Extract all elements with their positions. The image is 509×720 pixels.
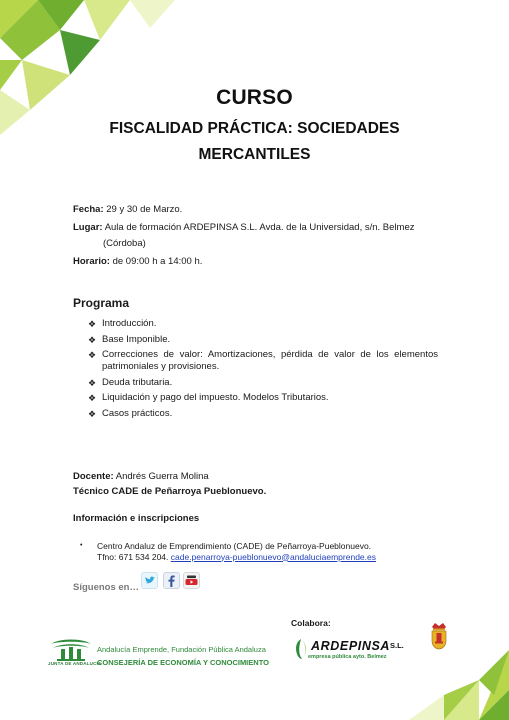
consejeria-text: CONSEJERÍA DE ECONOMÍA Y CONOCIMIENTO — [97, 658, 269, 667]
program-item-text: Liquidación y pago del impuesto. Modelos Tributarios. — [102, 392, 329, 403]
program-item — [88, 334, 438, 346]
program-item-text: Introducción. — [102, 318, 157, 329]
fecha-row — [73, 202, 437, 218]
programa-heading: Programa — [73, 296, 130, 310]
course-label: CURSO — [216, 86, 293, 109]
ardepinsa-tagline: empresa pública ayto. Belmez — [308, 654, 387, 660]
lugar-row — [73, 220, 437, 236]
diamond-bullet-icon: ❖ — [88, 377, 97, 388]
corner-leaf-decoration-bottom — [389, 650, 509, 720]
program-item — [88, 318, 438, 330]
colabora-label: Colabora: — [291, 618, 331, 628]
program-item-text: Correcciones de valor: Amortizaciones, pérdida de valor de los elementos patrimoniales y provisiones. — [102, 349, 438, 372]
docente-role: Técnico CADE de Peñarroya Pueblonuevo. — [73, 486, 267, 497]
contact-block — [80, 541, 376, 562]
facebook-icon[interactable] — [163, 572, 180, 589]
docente-line — [73, 471, 209, 482]
bullet-dot: • — [80, 542, 83, 549]
belmez-crest-icon — [429, 622, 449, 650]
program-item — [88, 408, 438, 420]
diamond-bullet-icon: ❖ — [88, 408, 97, 419]
docente-name: Andrés Guerra Molina — [115, 471, 209, 482]
inscripciones-heading: Información e inscripciones — [73, 513, 200, 524]
twitter-icon[interactable] — [141, 572, 158, 589]
ardepinsa-logo-name: ARDEPINSA — [311, 639, 391, 653]
corner-leaf-decoration-top — [0, 0, 175, 135]
diamond-bullet-icon: ❖ — [88, 393, 97, 403]
horario-row — [73, 254, 437, 270]
course-title-line-2: MERCANTILES — [198, 146, 311, 163]
lugar-row-continuation — [73, 236, 467, 252]
junta-logo-text: JUNTA DE ANDALUCIA — [48, 661, 102, 666]
diamond-bullet-icon: ❖ — [88, 350, 97, 360]
diamond-bullet-icon: ❖ — [88, 334, 97, 345]
fecha-value: 29 y 30 de Marzo. — [106, 204, 183, 215]
contact-line — [80, 552, 376, 563]
ardepinsa-logo-suffix: S.L. — [390, 641, 404, 650]
fecha-label: Fecha: — [73, 204, 104, 215]
program-item — [88, 349, 438, 373]
contact-email-link[interactable]: cade.penarroya-pueblonuevo@andaluciaemprende.es — [170, 551, 376, 562]
lugar-value-line-2: (Córdoba) — [103, 238, 146, 249]
diamond-bullet-icon: ❖ — [88, 319, 97, 329]
phone-number: 671 534 204. — [118, 551, 169, 562]
program-item-text: Base Imponible. — [102, 333, 171, 345]
horario-label: Horario: — [73, 256, 110, 267]
course-title-line-1: FISCALIDAD PRÁCTICA: SOCIEDADES — [109, 120, 400, 137]
youtube-icon[interactable] — [183, 572, 200, 589]
program-item-text: Deuda tributaria. — [102, 376, 173, 388]
follow-us-text: Síguenos en… — [73, 582, 139, 593]
horario-value: de 09:00 h a 14:00 h. — [112, 256, 203, 267]
lugar-label: Lugar: — [73, 222, 103, 233]
program-item — [88, 392, 438, 404]
lugar-value-line-1: Aula de formación ARDEPINSA S.L. Avda. de la Universidad, s/n. Belmez — [104, 222, 415, 233]
docente-label: Docente: — [73, 471, 114, 482]
centro-name: Centro Andaluz de Emprendimiento (CADE) de Peñarroya-Pueblonuevo. — [97, 541, 372, 551]
program-item — [88, 377, 438, 389]
andalucia-emprende-text: Andalucía Emprende, Fundación Pública Andaluza — [97, 645, 266, 654]
phone-label: Tfno: — [97, 551, 117, 562]
ardepinsa-logo-mark — [294, 638, 309, 660]
program-list — [88, 318, 438, 423]
program-item-text: Casos prácticos. — [102, 407, 173, 419]
